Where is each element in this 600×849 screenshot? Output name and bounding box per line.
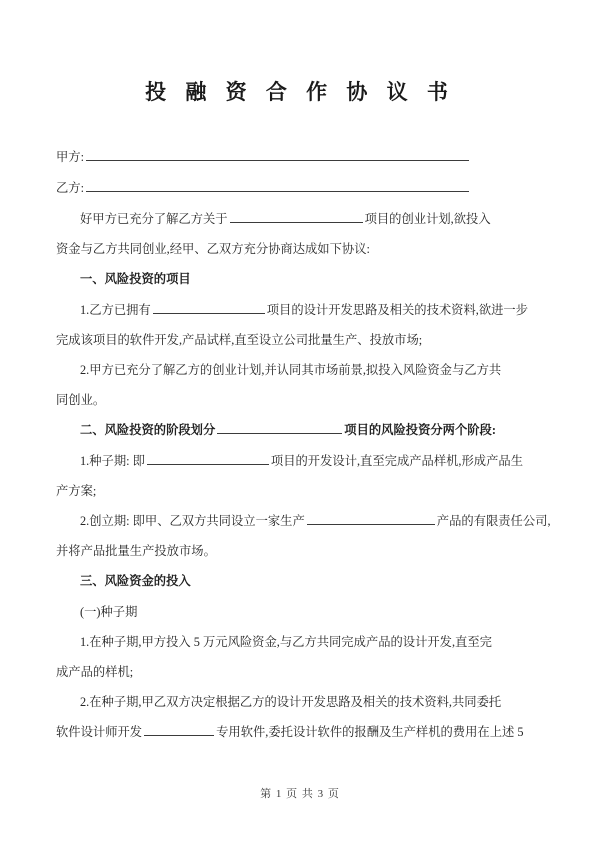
section3-item1-cont-text: 成产品的样机;: [56, 665, 134, 679]
party-fill-jia[interactable]: [86, 147, 469, 161]
preamble-text-1b: 项目的创业计划,欲投入: [364, 212, 491, 226]
party-label-yi: 乙方:: [56, 181, 85, 195]
section2-item-2: [56, 506, 551, 536]
section1-item-1: [56, 295, 544, 325]
section-heading-3: 三、风险资金的投入: [80, 574, 191, 588]
section2-item1-text-b: 项目的开发设计,直至完成产品样机,形成产品生: [270, 454, 523, 468]
section3-item-2: [56, 687, 544, 717]
section1-item-2-cont: [56, 385, 544, 415]
section1-item1-text-a: 1.乙方已拥有: [80, 303, 151, 317]
party-line-jia: [56, 142, 544, 173]
section2-heading-text-a: 二、风险投资的阶段划分: [80, 423, 216, 437]
section1-item2-cont-text: 同创业。: [56, 393, 106, 407]
section2-item1-fill[interactable]: [147, 451, 269, 465]
section1-item-2: [56, 355, 544, 385]
section3-item-2-cont: [56, 717, 544, 747]
party-line-yi: [56, 173, 544, 204]
section-heading-2: [56, 415, 544, 446]
preamble-line-2: [56, 234, 544, 264]
preamble-text-2: 资金与乙方共同创业,经甲、乙双方充分协商达成如下协议:: [56, 242, 370, 256]
page-footer: 第 1 页 共 3 页: [260, 788, 340, 800]
section1-item-1-cont: [56, 325, 544, 355]
section2-item-2-cont: [56, 536, 544, 566]
section1-item2-text: 2.甲方已充分了解乙方的创业计划,并认同其市场前景,拟投入风险资金与乙方共: [80, 363, 502, 377]
party-fill-yi[interactable]: [86, 178, 469, 192]
section3-item2-cont-text-a: 软件设计师开发: [56, 725, 143, 739]
section2-item2-text-a: 2.创立期: 即甲、乙双方共同设立一家生产: [80, 514, 305, 528]
preamble-line-1: [56, 204, 544, 234]
section2-item2-text-b: 产品的有限责任公司,: [436, 514, 551, 528]
section2-item-1-cont: [56, 476, 544, 506]
section3-item2-cont-text-b: 专用软件,委托设计软件的报酬及生产样机的费用在上述 5: [216, 725, 524, 739]
section2-heading-fill[interactable]: [217, 420, 342, 434]
section2-heading-text-b: 项目的风险投资分两个阶段:: [344, 423, 496, 437]
section1-item1-cont-text: 完成该项目的软件开发,产品试样,直至设立公司批量生产、投放市场;: [56, 333, 423, 347]
section3-item-1: [56, 627, 544, 657]
section3-item1-text: 1.在种子期,甲方投入 5 万元风险资金,与乙方共同完成产品的设计开发,直至完: [80, 635, 492, 649]
section3-item2-fill[interactable]: [144, 722, 214, 736]
preamble-fill-project[interactable]: [230, 209, 363, 223]
section2-item2-cont-text: 并将产品批量生产投放市场。: [56, 544, 216, 558]
section3-item-1-cont: [56, 657, 544, 687]
preamble-text-1a: 好甲方已充分了解乙方关于: [80, 212, 228, 226]
section2-item2-fill[interactable]: [307, 511, 435, 525]
section3-item2-text: 2.在种子期,甲乙双方决定根据乙方的设计开发思路及相关的技术资料,共同委托: [80, 695, 502, 709]
section2-item-1: [56, 446, 544, 476]
section2-item1-text-a: 1.种子期: 即: [80, 454, 145, 468]
section1-item1-fill[interactable]: [153, 300, 265, 314]
section1-item1-text-b: 项目的设计开发思路及相关的技术资料,欲进一步: [266, 303, 529, 317]
party-label-jia: 甲方:: [56, 150, 85, 164]
section-heading-1: 一、风险投资的项目: [80, 272, 191, 286]
page-title: 投 融 资 合 作 协 议 书: [145, 80, 455, 104]
section3-sub-1: [56, 597, 544, 627]
section2-item1-cont-text: 产方案;: [56, 484, 97, 498]
section3-sub1-text: (一)种子期: [80, 605, 138, 619]
